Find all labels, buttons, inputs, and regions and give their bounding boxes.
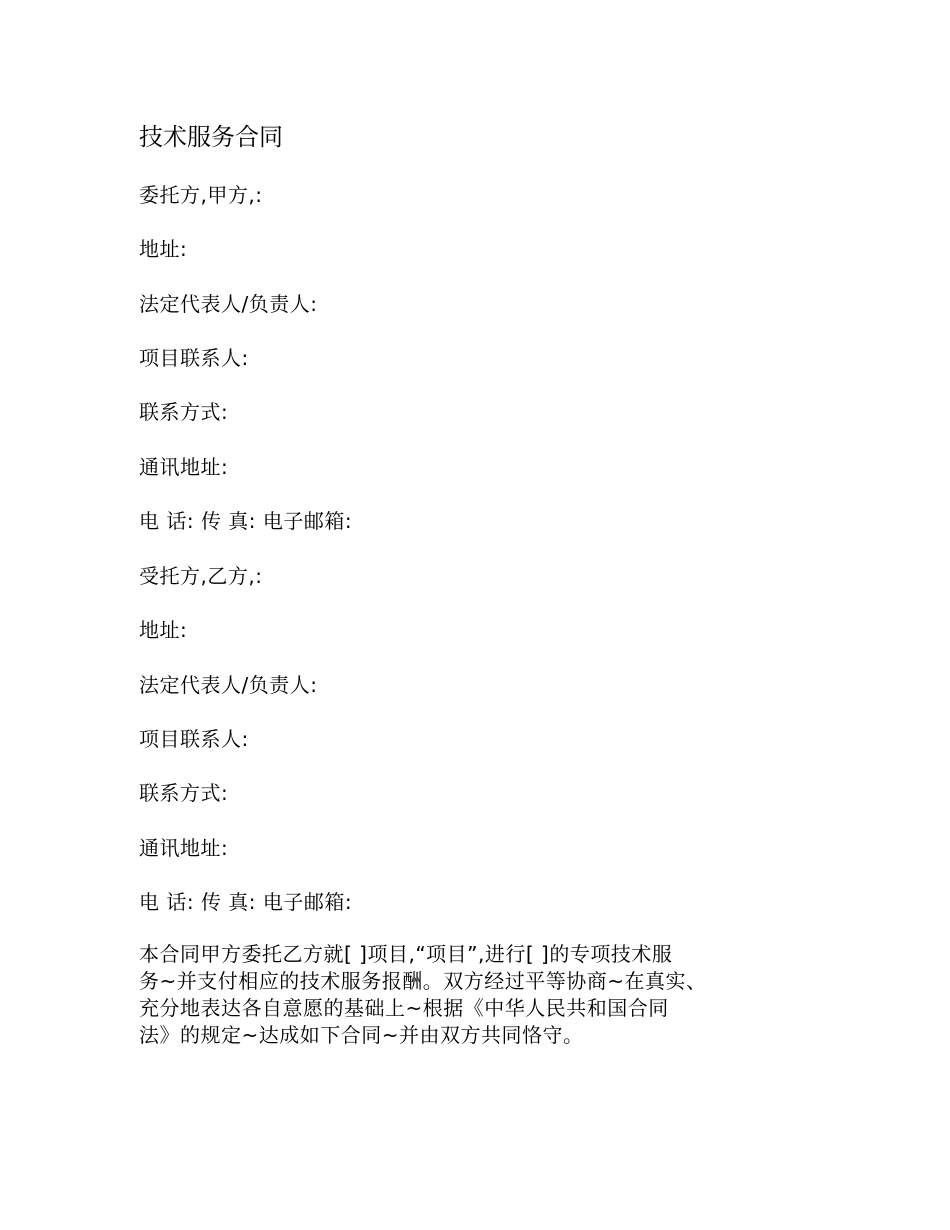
party-a-legal-rep: 法定代表人/负责人: (139, 292, 318, 316)
party-a-mailing-address: 通讯地址: (139, 455, 229, 479)
party-b-address: 地址: (139, 618, 188, 642)
party-b-legal-rep: 法定代表人/负责人: (139, 673, 318, 697)
document-title: 技术服务合同 (139, 123, 283, 151)
party-b-contact-method: 联系方式: (139, 781, 229, 805)
party-a-heading: 委托方,甲方,: (139, 183, 263, 207)
intro-paragraph-line: 本合同甲方委托乙方就[ ]项目,“项目”,进行[ ]的专项技术服 (139, 942, 673, 966)
party-a-phone-fax-email: 电 话: 传 真: 电子邮箱: (139, 509, 353, 533)
party-b-project-contact: 项目联系人: (139, 727, 249, 751)
intro-paragraph (139, 941, 819, 1049)
party-b-heading: 受托方,乙方,: (139, 564, 263, 588)
party-a-contact-method: 联系方式: (139, 400, 229, 424)
party-b-mailing-address: 通讯地址: (139, 836, 229, 860)
intro-paragraph-line: 务~并支付相应的技术服务报酬。双方经过平等协商~在真实、 (139, 969, 707, 993)
party-a-project-contact: 项目联系人: (139, 346, 249, 370)
party-b-phone-fax-email: 电 话: 传 真: 电子邮箱: (139, 890, 353, 914)
intro-paragraph-line: 充分地表达各自意愿的基础上~根据《中华人民共和国合同 (139, 996, 669, 1020)
party-a-address: 地址: (139, 237, 188, 261)
intro-paragraph-line: 法》的规定~达成如下合同~并由双方共同恪守。 (139, 1023, 584, 1047)
